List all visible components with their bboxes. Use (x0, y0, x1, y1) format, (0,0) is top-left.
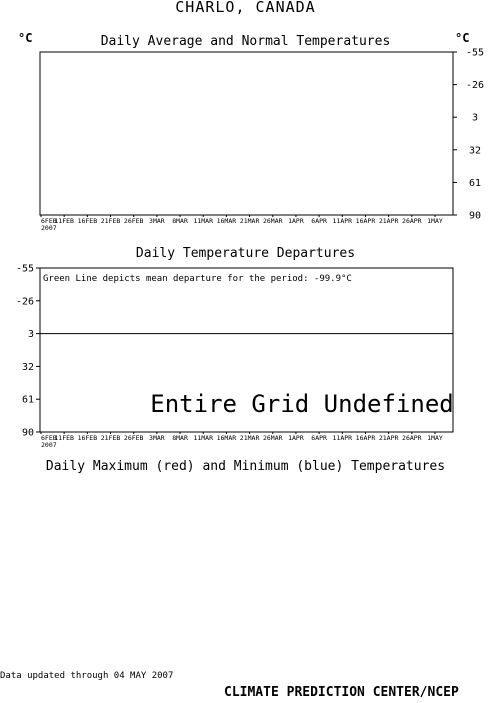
x-tick-label: 21APR (378, 434, 399, 442)
x-tick-label: 11APR (332, 434, 353, 442)
x-tick-label: 3MAR (149, 217, 165, 225)
x-tick-label: 16APR (355, 217, 376, 225)
page-title: CHARLO, CANADA (175, 0, 316, 16)
y-tick-label: 32 (468, 145, 482, 157)
x-tick-label: 26MAR (262, 434, 283, 442)
y-tick-label: 3 (27, 329, 34, 341)
x-tick-label: 1APR (288, 434, 304, 442)
chart3-title: Daily Maximum (red) and Minimum (blue) Temperatures (45, 459, 446, 474)
chart1-y-axis (453, 48, 484, 222)
chart2-annotation: Green Line depicts mean departure for the period: -99.9°C (43, 274, 352, 284)
x-tick-label: 1MAY (427, 217, 443, 225)
chart2-undefined-message: Entire Grid Undefined (150, 390, 454, 418)
y-tick-label: 61 (21, 394, 34, 406)
unit-label-left: °C (18, 31, 33, 45)
chart1-x-axis (41, 215, 443, 232)
y-tick-label: -55 (465, 47, 485, 59)
x-tick-label: 16FEB (77, 434, 98, 442)
x-tick-label: 26FEB (123, 217, 144, 225)
y-tick-label: -26 (465, 80, 485, 92)
x-tick-label: 16MAR (216, 217, 237, 225)
x-tick-label: 6FEB (41, 434, 57, 442)
x-tick-label: 11FEB (54, 434, 74, 442)
x-tick-label: 8MAR (172, 434, 188, 442)
x-tick-label: 11APR (332, 217, 353, 225)
x-tick-label: 16MAR (216, 434, 237, 442)
x-tick-label: 21FEB (100, 217, 121, 225)
x-year-label: 2007 (41, 441, 57, 449)
y-tick-label: -26 (15, 296, 34, 308)
x-tick-label: 11MAR (193, 434, 214, 442)
x-tick-label: 8MAR (172, 217, 188, 225)
x-tick-label: 16APR (355, 434, 376, 442)
y-tick-label: 90 (21, 427, 34, 439)
x-tick-label: 1MAY (427, 434, 443, 442)
x-tick-label: 6FEB (41, 217, 57, 225)
x-tick-label: 21FEB (100, 434, 121, 442)
x-year-label: 2007 (41, 224, 57, 232)
footer-updated-text: Data updated through 04 MAY 2007 (0, 671, 174, 681)
x-tick-label: 21MAR (239, 434, 260, 442)
chart2-x-axis (41, 432, 443, 449)
y-tick-label: -55 (15, 263, 34, 275)
x-tick-label: 26MAR (262, 217, 283, 225)
x-tick-label: 6APR (311, 217, 327, 225)
chart1-title: Daily Average and Normal Temperatures (100, 34, 391, 49)
x-tick-label: 26APR (402, 217, 422, 225)
x-tick-label: 21APR (378, 217, 399, 225)
chart2-y-axis (16, 264, 40, 439)
unit-label-right: °C (455, 31, 470, 45)
chart1-plot-frame (40, 52, 453, 215)
x-tick-label: 3MAR (149, 434, 165, 442)
x-tick-label: 6APR (311, 434, 327, 442)
y-tick-label: 90 (468, 210, 482, 222)
x-tick-label: 26APR (402, 434, 422, 442)
x-tick-label: 26FEB (123, 434, 144, 442)
x-tick-label: 1APR (288, 217, 304, 225)
x-tick-label: 16FEB (77, 217, 98, 225)
chart2-title: Daily Temperature Departures (135, 246, 356, 261)
x-tick-label: 21MAR (239, 217, 260, 225)
y-tick-label: 61 (468, 177, 482, 189)
footer-agency-text: CLIMATE PREDICTION CENTER/NCEP (224, 685, 459, 700)
x-tick-label: 11MAR (193, 217, 214, 225)
y-tick-label: 3 (471, 112, 479, 124)
x-tick-label: 11FEB (54, 217, 74, 225)
y-tick-label: 32 (21, 361, 34, 373)
